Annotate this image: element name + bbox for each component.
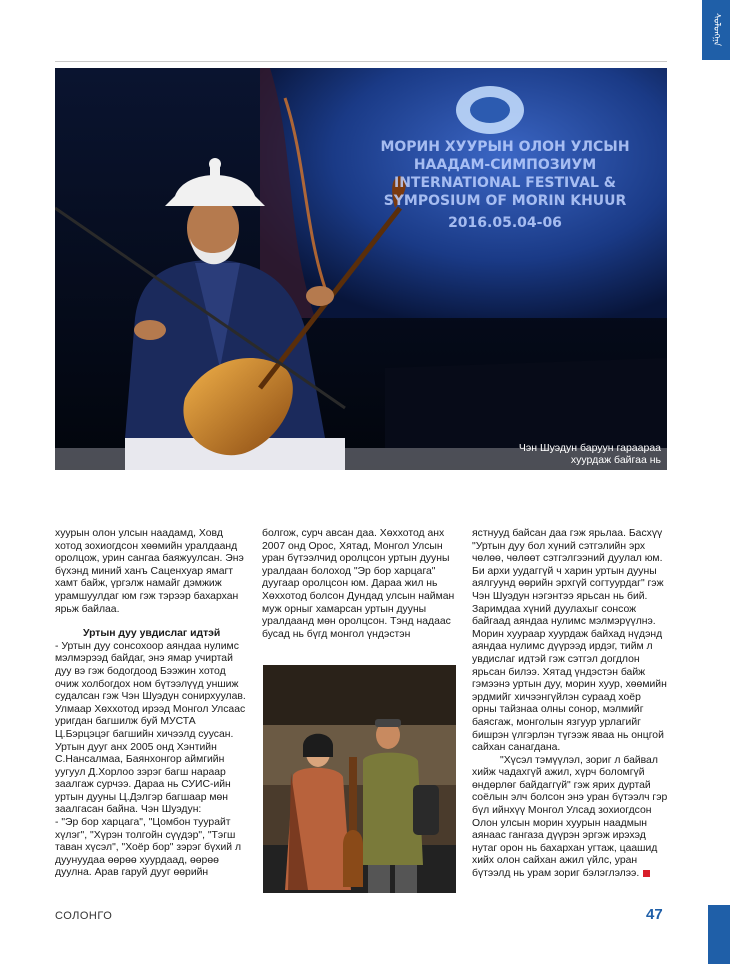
article-column-2 [262, 528, 460, 641]
banner-line-2: НААДАМ-СИМПОЗИУМ [413, 157, 597, 173]
end-of-article-mark [643, 870, 650, 877]
section-tab [702, 0, 730, 60]
hero-illustration [55, 68, 667, 470]
banner-line-4: SYMPOSIUM OF MORIN KHUUR [383, 193, 627, 209]
paragraph: - Уртын дуу сонсохоор аяндаа нулимс мэлмэрээд байдаг, энэ ямар учиртай дуу вэ гэж бодогдоод Бээжин хотод очиж холбогдох ном бүтээлүүд уншиж судалсан гэж Чэн Шуэдун сонирхуулав. Улмаар Хөххотод ирээд Монгол Улсаас уригдан багшилж буй МУСТА Ц.Бэрцэцэг багшийн хичээлд суусан. Уртын дууг анх 2005 онд Хэнтийн С.Нансалмаа, Баянхонгор аймгийн уугуул Д.Хорлоо зэрэг багш нараар заалгаж сурчээ. Дараа нь СУИС-ийн уртын дууны Ц.Дэлгэр багшаар мөн заалгасан байна. Чэн Шуэдун: [55, 640, 246, 816]
paragraph: - "Эр бор харцага", "Цомбон туурайт хүлэг", "Хүрэн толгойн сүүдэр", "Тэгш таван хүсэл", "Хоёр бор" зэрэг бүхий л дуунуудаа өөрөө хуурдаад, өөрөө дуулна. Арав гаруй дууг өөрийн [55, 817, 242, 879]
hero-caption-line-2: хуурдаж байгаа нь [570, 454, 661, 466]
paragraph-text: "Хүсэл тэмүүлэл, зориг л байвал хийж чадахгүй ажил, хүрч боломгүй өндөрлөг байдаггүй" гэж ярих дуртай соёлын элч болсон энэ уран бүтээлч гэр бүл ийнхүү Монгол Улсад зохиогдсон Олон улсын морин хуурын наадмын аянаас гангаза дүүрэн эргэж ирэхэд нутаг орон нь бахархан угтаж, цаашид хийх олон сайхан ажил үйлс, уран бүтээлд нь урам зориг бэлэглэлээ. [472, 754, 668, 880]
hero-photo [55, 68, 667, 470]
header-rule [55, 61, 667, 62]
magazine-name: СОЛОНГО [55, 910, 113, 922]
hero-caption [519, 442, 661, 466]
article-column-1 [55, 528, 251, 880]
couple-illustration [263, 665, 456, 893]
paragraph [472, 755, 668, 881]
banner-line-3: INTERNATIONAL FESTIVAL & [394, 175, 616, 191]
banner-date: 2016.05.04-06 [448, 215, 562, 231]
page-number: 47 [646, 906, 663, 923]
hero-caption-line-1: Чэн Шуэдун баруун гараараа [518, 442, 661, 454]
paragraph: ястнууд байсан даа гэж ярьлаа. Басхүү "Уртын дуу бол хүний сэтгэлийн эрх чөлөө, чөлөөт сэтгэлгээний дуулал юм. Би архи уудаггүй ч харин уртын дууны аялгуунд өөрийн эрхгүй согтуурдаг" гэж Чэн Шуэдун нэгэнтээ ярьсан нь бий. Заримдаа хүний дуулахыг сонсож байгаад аяндаа нулимс мэлмэрүүлнэ. Морин хуураар хуурдаж байхад нүдэнд аяндаа нулимс дүүрээд ирдэг, тийм л увдислаг идтэй гэж сэтгэл догдлон ярьсан билээ. Хятад үндэстэн байж гэмээнэ уртын дуу, морин хуур, хөөмийн эрдмийг хичээнгүйлэн сураад хоёр орны тайзнаа олны сонор, мэлмийг баясгаж, монголын язгуур урлагийг бишрэн үлгэрлэн түгээж яваа нь онцгой сайхан санагдана. [472, 528, 667, 754]
paragraph: хуурын олон улсын наадамд, Ховд хотод зохиогдсон хөөмийн уралдаанд оролцож, урин сангаа баяжуулсан. Энэ бүхэнд миний ханъ Саценхуар ямагт хамт байж, үргэлж намайг дэмжиж урамшуулдаг юм гэж тэрээр бахархан ярьж байлаа. [55, 528, 244, 615]
banner-text [355, 138, 655, 232]
page-edge-strip [708, 905, 730, 964]
banner-line-1: МОРИН ХУУРЫН ОЛОН УЛСЫН [380, 139, 630, 155]
paragraph: болгож, сурч авсан даа. Хөххотод анх 2007 онд Орос, Хятад, Монгол Улсын уран бүтээлчид оролцсон уртын дууны уралдаан болоход "Эр бор харцага" дуугаар оролцсон юм. Дараа жил нь Хөххотод болсон Дундад улсын найман муж орныг хамарсан уртын дууны уралдаанд мөн оролцсон. Тэнд надаас бусад нь бүгд монгол үндэстэн [262, 528, 455, 640]
article-column-3 [472, 528, 668, 881]
section-heading: Уртын дуу увдислаг идтэй [83, 628, 221, 640]
section-tab-text: ᠰᠣᠯᠣᠩᠭ᠋ᠠ [711, 13, 721, 47]
couple-photo [263, 665, 456, 893]
